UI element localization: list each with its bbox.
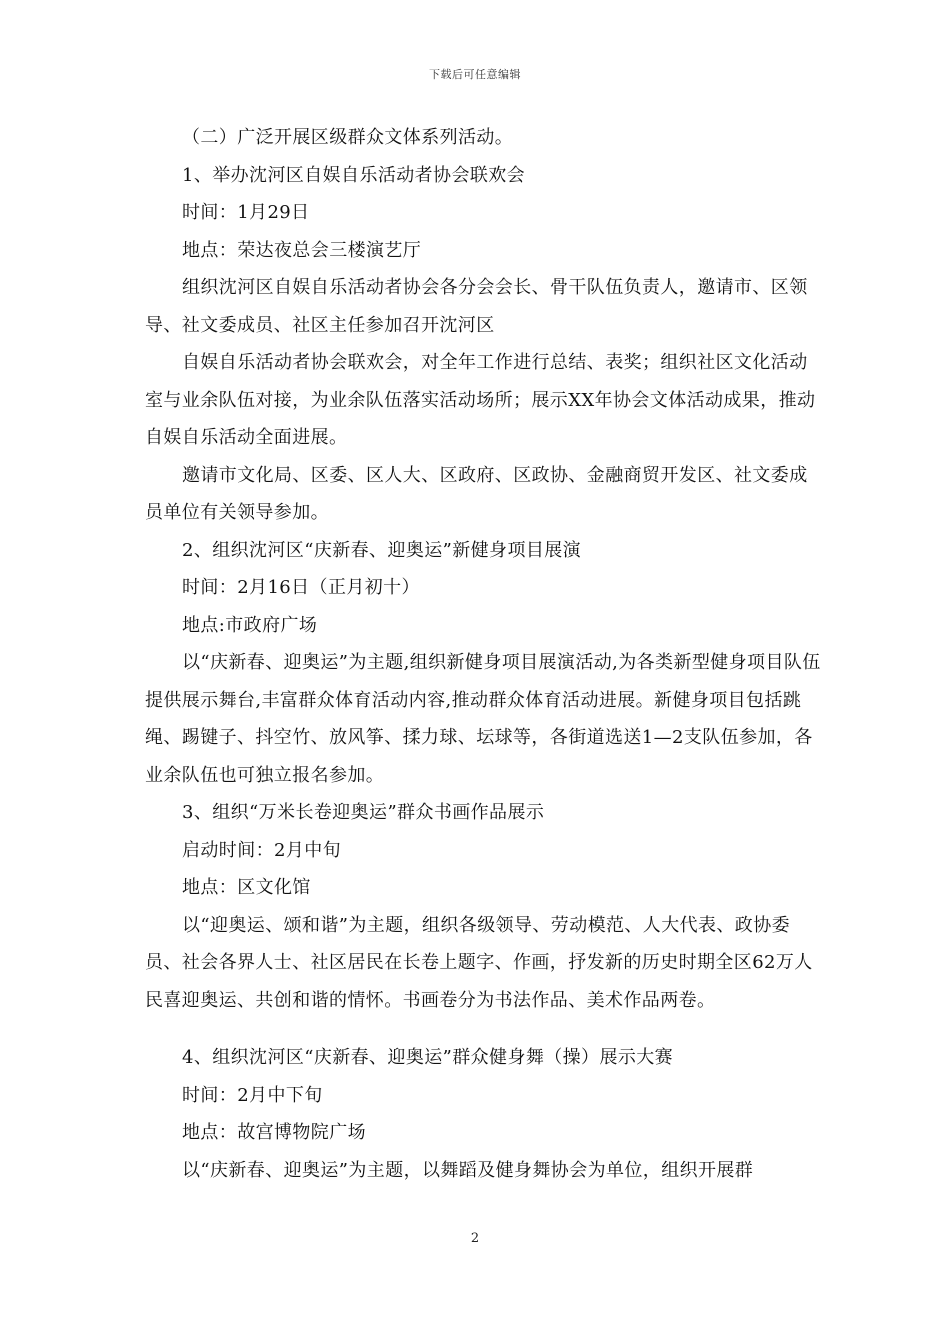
document-body	[145, 119, 825, 1189]
item-3-title: 3、组织“万米长卷迎奥运”群众书画作品展示	[182, 802, 545, 823]
item-4-location: 地点：故宫博物院广场	[182, 1122, 366, 1143]
item-4-time: 时间：2月中下旬	[182, 1084, 323, 1106]
item-1-title: 1、举办沈河区自娱自乐活动者协会联欢会	[182, 164, 526, 186]
section-heading: （二）广泛开展区级群众文体系列活动。	[182, 127, 514, 148]
item-3-description: 以“迎奥运、颂和谐”为主题，组织各级领导、劳动模范、人大代表、政协委员、社会各界人士、社区居民在长卷上题字、作画，抒发新的历史时期全区62万人民喜迎奥运、共创和谐的情怀。书画卷分为书法作品、美术作品两卷。	[145, 914, 813, 1011]
item-3-time: 启动时间：2月中旬	[182, 839, 342, 861]
paragraph-spacer	[145, 1019, 825, 1039]
item-2-description: 以“庆新春、迎奥运”为主题,组织新健身项目展演活动,为各类新型健身项目队伍提供展示舞台,丰富群众体育活动内容,推动群众体育活动进展。新健身项目包括跳绳、踢键子、抖空竹、放风筝、揉力球、坛球等，各街道选送1—2支队伍参加，各业余队伍也可独立报名参加。	[145, 652, 821, 786]
item-1-location: 地点：荣达夜总会三楼演艺厅	[182, 239, 422, 261]
item-3-location: 地点：区文化馆	[182, 877, 311, 898]
item-1-description: 组织沈河区自娱自乐活动者协会各分会会长、骨干队伍负责人，邀请市、区领导、社文委成员、社区主任参加召开沈河区	[145, 277, 808, 336]
item-4-description: 以“庆新春、迎奥运”为主题，以舞蹈及健身舞协会为单位，组织开展群	[182, 1159, 754, 1181]
page-header: 下载后可任意编辑	[429, 68, 521, 81]
item-1-description-cont: 自娱自乐活动者协会联欢会，对全年工作进行总结、表奖；组织社区文化活动室与业余队伍对接，为业余队伍落实活动场所；展示XX年协会文体活动成果，推动自娱自乐活动全面进展。	[145, 352, 816, 448]
item-2-time: 时间：2月16日（正月初十）	[182, 577, 420, 598]
item-4-title: 4、组织沈河区“庆新春、迎奥运”群众健身舞（操）展示大赛	[182, 1047, 674, 1068]
item-1-invitees: 邀请市文化局、区委、区人大、区政府、区政协、金融商贸开发区、社文委成员单位有关领导参加。	[145, 464, 808, 523]
item-1-time: 时间：1月29日	[182, 202, 310, 223]
item-2-title: 2、组织沈河区“庆新春、迎奥运”新健身项目展演	[182, 539, 582, 561]
item-2-location: 地点:市政府广场	[182, 614, 318, 636]
page-number: 2	[470, 1231, 480, 1246]
